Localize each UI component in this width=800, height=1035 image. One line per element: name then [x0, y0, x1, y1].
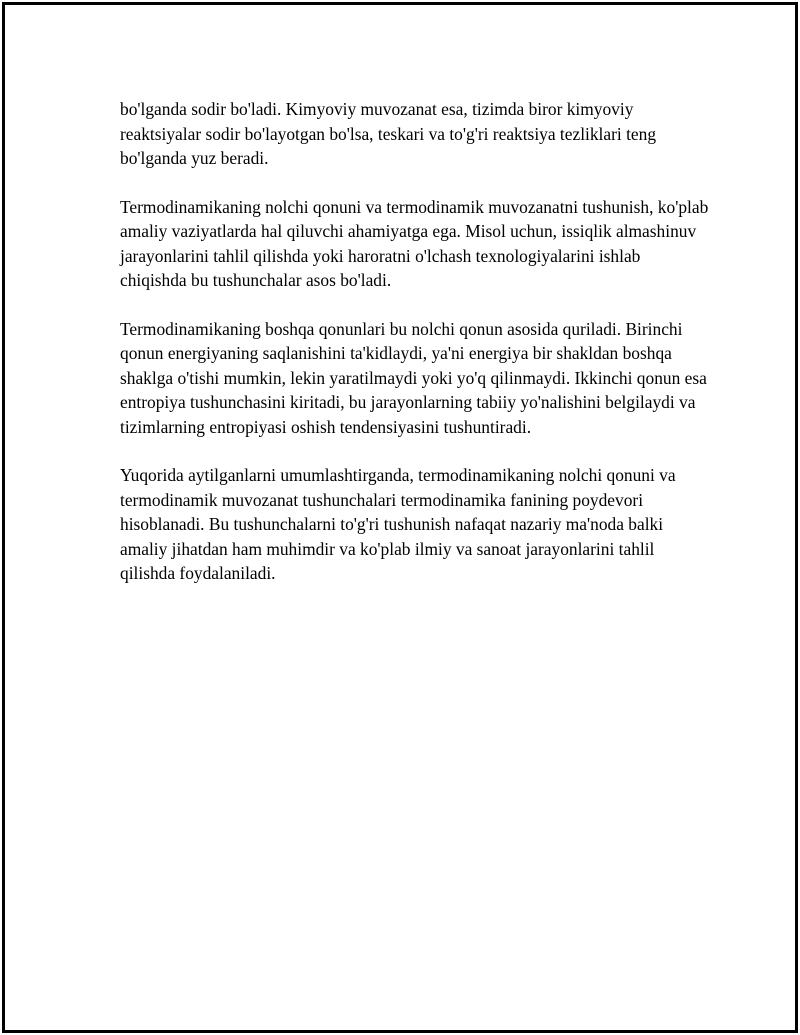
- paragraph-conclusion: Yuqorida aytilganlarni umumlashtirganda, termodinamikaning nolchi qonuni va termodinamik muvozanat tushunchalari termodinamika fanining poydevori hisoblanadi. Bu tushunchalarni to'g'ri tushunish nafaqat nazariy ma'noda balki amaliy jihatdan ham muhimdir va ko'plab ilmiy va sanoat jarayonlarini tahlil qilishda foydalaniladi.: [120, 465, 676, 583]
- page-frame: [2, 2, 798, 1033]
- page-content: [120, 97, 710, 610]
- paragraph-practical-importance: Termodinamikaning nolchi qonuni va termodinamik muvozanatni tushunish, ko'plab amaliy vaziyatlarda hal qiluvchi ahamiyatga ega. Misol uchun, issiqlik almashinuv jarayonlarini tahlil qilishda yoki haroratni o'lchash texnologiyalarini ishlab chiqishda bu tushunchalar asos bo'ladi.: [120, 196, 709, 290]
- paragraph-chemical-equilibrium: bo'lganda sodir bo'ladi. Kimyoviy muvozanat esa, tizimda biror kimyoviy reaktsiyalar sodir bo'layotgan bo'lsa, teskari va to'g'ri reaktsiya tezliklari teng bo'lganda yuz beradi.: [120, 99, 657, 168]
- paragraph-other-laws: Termodinamikaning boshqa qonunlari bu nolchi qonun asosida quriladi. Birinchi qonun energiyaning saqlanishini ta'kidlaydi, ya'ni energiya bir shakldan boshqa shaklga o'tishi mumkin, lekin yaratilmaydi yoki yo'q qilinmaydi. Ikkinchi qonun esa entropiya tushunchasini kiritadi, bu jarayonlarning tabiiy yo'nalishini belgilaydi va tizimlarning entropiyasi oshish tendensiyasini tushuntiradi.: [120, 318, 707, 437]
